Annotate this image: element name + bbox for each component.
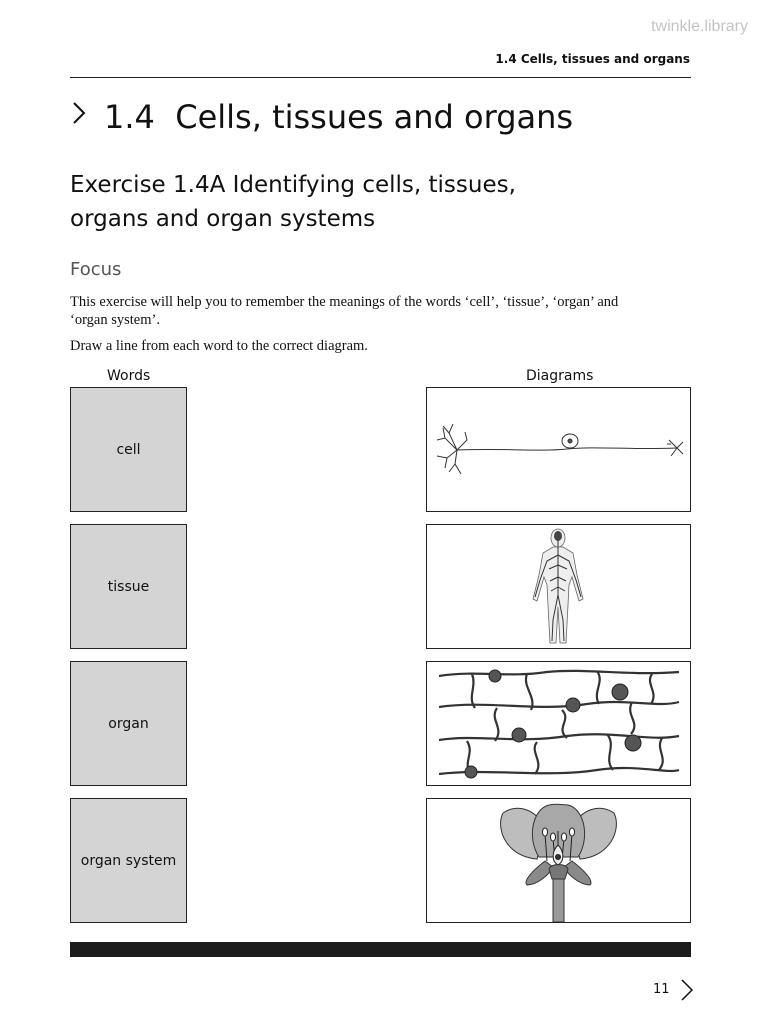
next-page-chevron-icon[interactable] bbox=[680, 978, 694, 1006]
diagram-nerve-cell[interactable] bbox=[426, 387, 691, 512]
chevron-right-icon bbox=[70, 98, 104, 136]
header-rule bbox=[70, 77, 691, 78]
word-box-organ[interactable] bbox=[70, 661, 187, 786]
flower-illustration bbox=[427, 799, 690, 922]
word-label: tissue bbox=[107, 578, 150, 595]
diagram-human-nervous-system[interactable] bbox=[426, 524, 691, 649]
diagram-flower[interactable] bbox=[426, 798, 691, 923]
intro-text: This exercise will help you to remember the meanings of the words ‘cell’, ‘tissue’, ‘organ’ and ‘organ system’. bbox=[70, 294, 619, 328]
word-box-tissue[interactable] bbox=[70, 524, 187, 649]
words-column-heading: Words bbox=[107, 368, 151, 384]
word-box-organ-system[interactable] bbox=[70, 798, 187, 923]
section-title bbox=[70, 98, 573, 136]
instruction-text: Draw a line from each word to the correct diagram. bbox=[70, 338, 368, 354]
diagrams-column-heading: Diagrams bbox=[526, 368, 594, 384]
section-number: 1.4 bbox=[104, 98, 155, 136]
page-number: 11 bbox=[653, 982, 670, 997]
word-label: organ system bbox=[80, 852, 177, 869]
plant-cell-tissue-illustration bbox=[427, 662, 690, 785]
footer-bar bbox=[70, 942, 691, 957]
focus-label: Focus bbox=[70, 259, 122, 280]
word-box-cell[interactable] bbox=[70, 387, 187, 512]
running-head: 1.4 Cells, tissues and organs bbox=[495, 52, 690, 66]
exercise-title: Exercise 1.4A Identifying cells, tissues, organs and organ systems bbox=[70, 172, 516, 232]
word-label: organ bbox=[108, 715, 149, 732]
diagram-plant-cell-tissue[interactable] bbox=[426, 661, 691, 786]
word-label: cell bbox=[116, 441, 141, 458]
human-nervous-system-illustration bbox=[427, 525, 690, 648]
section-name: Cells, tissues and organs bbox=[175, 98, 574, 136]
nerve-cell-illustration bbox=[427, 388, 690, 511]
watermark: twinkle.library bbox=[651, 18, 748, 35]
